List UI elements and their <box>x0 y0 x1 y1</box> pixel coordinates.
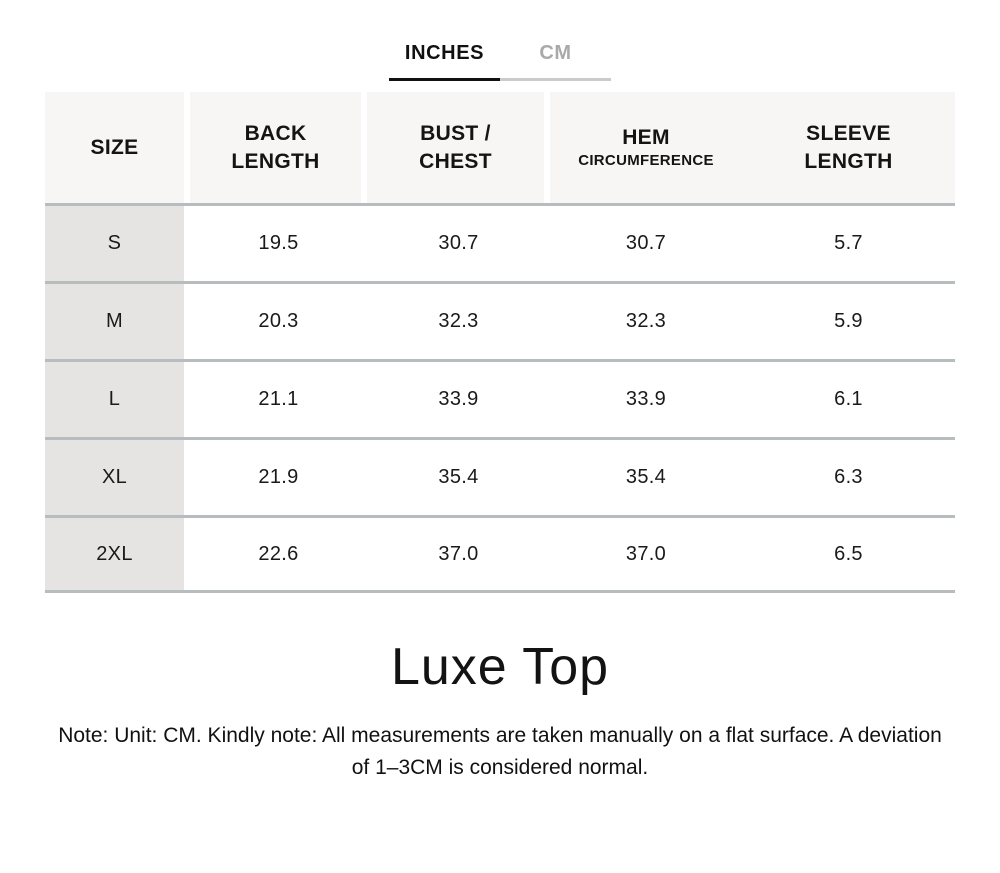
measurement-cell: 6.1 <box>742 362 955 437</box>
size-cell: XL <box>45 440 190 515</box>
size-cell: S <box>45 206 190 281</box>
product-title: Luxe Top <box>390 638 610 696</box>
measurement-cell: 5.9 <box>742 284 955 359</box>
header-label: SLEEVE LENGTH <box>804 122 893 173</box>
header-label: SIZE <box>90 135 139 159</box>
measurement-cell: 20.3 <box>190 284 367 359</box>
header-sublabel: CIRCUMFERENCE <box>578 152 714 170</box>
header-label: BACK LENGTH <box>231 122 320 173</box>
measurement-cell: 21.9 <box>190 440 367 515</box>
tab-cm[interactable]: CM <box>500 42 611 81</box>
header-cell-hem-circumference <box>550 92 742 203</box>
header-cell-back-length <box>190 92 367 203</box>
measurement-cell: 6.5 <box>742 518 955 590</box>
measurement-cell: 32.3 <box>367 284 550 359</box>
measurement-cell: 22.6 <box>190 518 367 590</box>
table-row-s <box>45 203 955 281</box>
measurement-cell: 33.9 <box>367 362 550 437</box>
measurement-cell: 33.9 <box>550 362 742 437</box>
tab-inches[interactable]: INCHES <box>389 42 500 81</box>
measurement-cell: 32.3 <box>550 284 742 359</box>
size-cell: 2XL <box>45 518 190 590</box>
unit-tabs <box>389 42 611 81</box>
header-label: BUST / CHEST <box>419 122 492 173</box>
table-row-xl <box>45 437 955 515</box>
measurement-cell: 35.4 <box>550 440 742 515</box>
header-label: HEM <box>622 126 670 150</box>
measurement-cell: 19.5 <box>190 206 367 281</box>
header-cell-size <box>45 92 190 203</box>
measurement-cell: 30.7 <box>550 206 742 281</box>
header-cell-sleeve-length <box>742 92 955 203</box>
header-cell-bust-chest <box>367 92 550 203</box>
measurement-cell: 6.3 <box>742 440 955 515</box>
size-cell: M <box>45 284 190 359</box>
measurement-note: Note: Unit: CM. Kindly note: All measurements are taken manually on a flat surface. A deviation of 1–3CM is considered normal. <box>58 724 942 779</box>
measurement-cell: 35.4 <box>367 440 550 515</box>
table-row-2xl <box>45 515 955 593</box>
measurement-cell: 37.0 <box>367 518 550 590</box>
size-chart-table <box>45 92 955 593</box>
table-header-row <box>45 92 955 203</box>
measurement-cell: 5.7 <box>742 206 955 281</box>
size-cell: L <box>45 362 190 437</box>
measurement-cell: 30.7 <box>367 206 550 281</box>
measurement-cell: 21.1 <box>190 362 367 437</box>
table-row-l <box>45 359 955 437</box>
table-row-m <box>45 281 955 359</box>
measurement-cell: 37.0 <box>550 518 742 590</box>
